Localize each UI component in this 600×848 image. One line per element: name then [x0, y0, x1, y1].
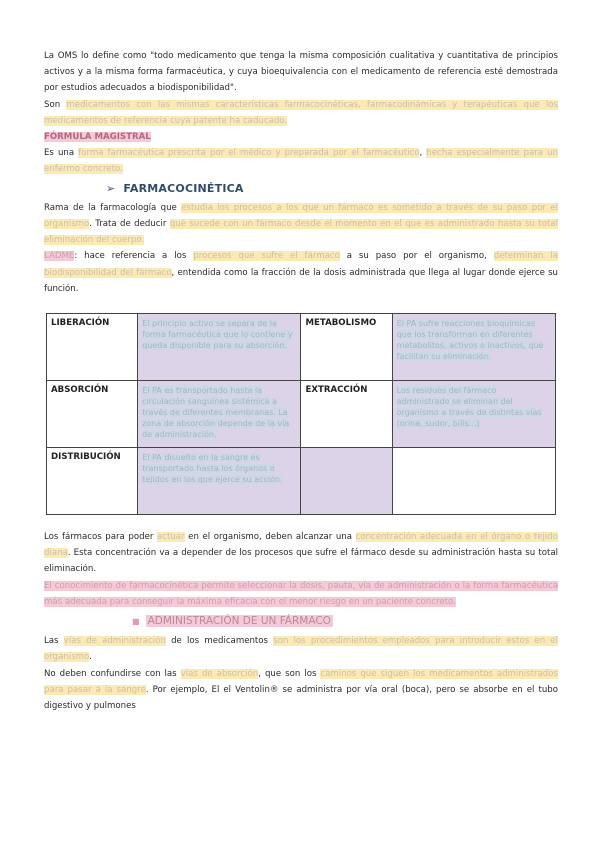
table-content-cell: El PA sufre reacciones bioquímicas que los transforman en diferentes metabolitos, activos o inactivos, que facilitan su eliminación. — [392, 314, 555, 381]
paragraph-vias-administracion: Las vías de administración de los medicamentos son los procedimientos empleados para introducir estos en el organismo. — [44, 636, 559, 663]
square-bullet-icon: ■ — [132, 617, 140, 627]
highlight: caminos que siguen los medicamentos administrados para pasar a la sangre — [44, 668, 558, 695]
highlight: determinan la biodisponibilidad del fármaco — [44, 251, 558, 278]
table-label-cell: EXTRACCIÓN — [301, 381, 392, 448]
ladme-tag: LADME — [44, 251, 75, 262]
table-label-cell: DISTRIBUCIÓN — [47, 448, 138, 515]
paragraph-conocimiento — [44, 578, 558, 610]
table-label-cell: LIBERACIÓN — [47, 314, 138, 381]
paragraph-generic-definition: Son medicamentos con las mismas características farmacocinéticas, farmacodinámicas y terapéuticas que los medicamentos de referencia cuya patente ha caducado. — [44, 99, 558, 126]
highlight: hecha especialmente para un enfermo concreto. — [44, 148, 559, 175]
document-page — [44, 48, 558, 714]
arrow-bullet-icon: ➢ — [106, 181, 116, 195]
highlight: El conocimiento de farmacocinética permite seleccionar la dosis, pauta, vía de administración o la forma farmacéutica más adecuada para conseguir la máxima eficacia con el menor riesgo en un paciente concreto. — [44, 580, 558, 607]
table-empty-cell — [301, 448, 392, 515]
table-row — [47, 448, 556, 515]
table-content-cell: El PA disuelto en la sangre es transportado hasta los órganos o tejidos en los que ejerce su acción. — [138, 448, 301, 515]
paragraph-ladme: LADME: hace referencia a los procesos que sufre el fármaco a su paso por el organismo, determinan la biodisponibilidad del fármaco, entendida como la fracción de la dosis administrada que llega al lugar donde ejerce su función. — [44, 251, 558, 294]
table-content-cell: Los residuos del fármaco administrado se eliminan del organismo a través de distintas vías (orina, sudor, bilis...) — [392, 381, 555, 448]
ladme-table — [46, 313, 556, 515]
table-label-cell: METABOLISMO — [301, 314, 392, 381]
table-label-cell: ABSORCIÓN — [47, 381, 138, 448]
highlight: forma farmacéutica prescrita por el médico y preparada por el farmacéutico — [78, 148, 420, 159]
table-row — [47, 314, 556, 381]
highlight: concentración adecuada en el órgano o tejido diana — [44, 532, 558, 559]
paragraph-concentracion: Los fármacos para poder actuar en el organismo, deben alcanzar una concentración adecuada en el órgano o tejido diana. Esta concentración va a depender de los procesos que sufre el fármaco desde su administración hasta su total eliminación. — [44, 532, 558, 575]
section-heading-administracion: ■ ADMINISTRACIÓN DE UN FÁRMACO — [132, 615, 331, 628]
highlight: estudia los procesos a los que un fármaco es sometido a través de su paso por el organismo — [44, 202, 558, 230]
paragraph-vias-absorcion: No deben confundirse con las vías de absorción, que son los caminos que siguen los medicamentos administrados para pasar a la sangre. Por ejemplo, El el Ventolin® se administra por vía oral (boca), pero se absorbe en el tubo digestivo y pulmones — [44, 668, 558, 712]
paragraph-oms-definition: La OMS lo define como "todo medicamento que tenga la misma composición cualitativa y cuantitativa de principios activos y a la misma forma farmacéutica, y cuya bioequivalencia con el medicamento de referencia esté demostrada por estudios adecuados a biodisponibilidad". — [44, 51, 558, 94]
highlight: vías de absorción — [180, 668, 259, 679]
highlight: son los procedimientos empleados para introducir estos en el organismo — [44, 636, 559, 663]
section-heading-farmacocinetica: ➢ FARMACOCINÉTICA — [106, 181, 244, 195]
table-content-cell: El PA es transportado hasta la circulación sanguínea sistémica a través de diferentes membranas. La zona de absorción depende de la vía de administración. — [138, 381, 301, 448]
highlight: qué sucede con un fármaco desde el momento en el que es administrado hasta su total eliminación del cuerpo. — [44, 219, 558, 246]
paragraph-formula-definition: Es una forma farmacéutica prescrita por el médico y preparada por el farmacéutico, hecha especialmente para un enfermo concreto. — [44, 148, 559, 175]
table-content-cell: El principio activo se separa de la forma farmacéutica que lo contiene y queda disponible para su absorción. — [138, 314, 301, 381]
highlight: vías de administración — [63, 636, 166, 647]
formula-magistral-label: FÓRMULA MAGISTRAL — [44, 132, 151, 143]
table-row — [47, 381, 556, 448]
highlight: procesos que sufre el fármaco — [193, 251, 340, 262]
table-empty-cell — [392, 448, 555, 515]
highlight: actuar — [156, 532, 185, 543]
paragraph-farmacocinetica-definition: Rama de la farmacología que estudia los procesos a los que un fármaco es sometido a través de su paso por el organismo. Trata de deducir qué sucede con un fármaco desde el momento en el que es administrado hasta su total eliminación del cuerpo. — [44, 202, 558, 246]
highlight: medicamentos con las mismas características farmacocinéticas, farmacodinámicas y terapéuticas que los medicamentos de referencia cuya patente ha caducado. — [44, 99, 558, 126]
